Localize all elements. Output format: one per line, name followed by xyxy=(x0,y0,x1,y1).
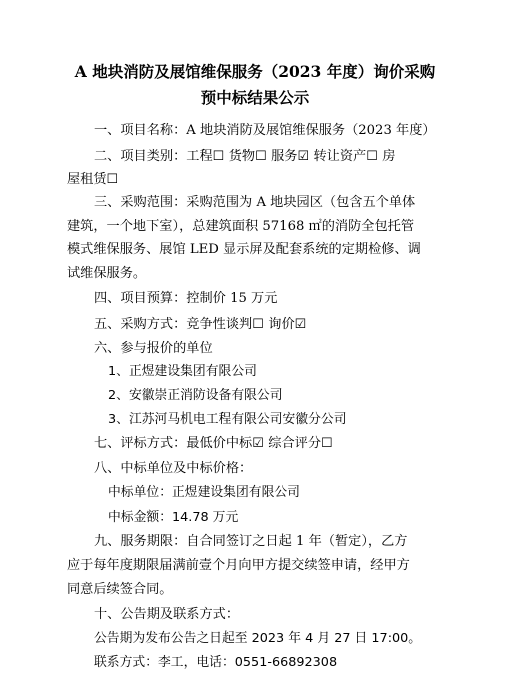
contact-info: 联系方式：李工，电话：0551-66892308 xyxy=(94,655,338,670)
project-category: 二、项目类别：工程☐ 货物☐ 服务☑ 转让资产☐ 房 xyxy=(94,149,396,164)
service-period-cont2: 同意后续签合同。 xyxy=(67,582,173,597)
procurement-method: 五、采购方式：竞争性谈判☐ 询价☑ xyxy=(94,317,307,332)
procurement-scope: 三、采购范围：采购范围为 A 地块园区（包含五个单体 xyxy=(94,195,416,210)
winner-unit: 中标单位：正煜建设集团有限公司 xyxy=(108,485,300,500)
winner-heading: 八、中标单位及中标价格： xyxy=(94,461,253,476)
bidder-1: 1、正煜建设集团有限公司 xyxy=(108,364,257,379)
service-period: 九、服务期限：自合同签订之日起 1 年（暂定），乙方 xyxy=(94,534,408,549)
winner-amount: 中标金额：14.78 万元 xyxy=(108,510,239,525)
service-period-cont1: 应于每年度期限届满前壹个月向甲方提交续签申请，经甲方 xyxy=(67,558,410,573)
bidder-3: 3、江苏河马机电工程有限公司安徽分公司 xyxy=(108,412,347,427)
project-name: 一、项目名称：A 地块消防及展馆维保服务（2023 年度） xyxy=(94,123,436,138)
bidders-heading: 六、参与报价的单位 xyxy=(94,341,213,356)
notice-contact-heading: 十、公告期及联系方式： xyxy=(94,607,240,622)
project-budget: 四、项目预算：控制价 15 万元 xyxy=(94,291,278,306)
project-category-cont: 屋租赁☐ xyxy=(67,172,119,187)
evaluation-method: 七、评标方式：最低价中标☑ 综合评分☐ xyxy=(94,436,333,451)
bidder-2: 2、安徽崇正消防设备有限公司 xyxy=(108,388,283,403)
procurement-scope-cont2: 模式维保服务、展馆 LED 显示屏及配套系统的定期检修、调 xyxy=(67,242,421,257)
notice-period: 公告期为发布公告之日起至 2023 年 4 月 27 日 17:00。 xyxy=(94,631,422,646)
document-title-line2: 预中标结果公示 xyxy=(200,88,310,107)
procurement-scope-cont3: 试维保服务。 xyxy=(67,266,147,281)
procurement-scope-cont1: 建筑，一个地下室），总建筑面积 57168 ㎡的消防全包托管 xyxy=(67,219,415,234)
document-title-line1: A 地块消防及展馆维保服务（2023 年度）询价采购 xyxy=(74,62,436,81)
